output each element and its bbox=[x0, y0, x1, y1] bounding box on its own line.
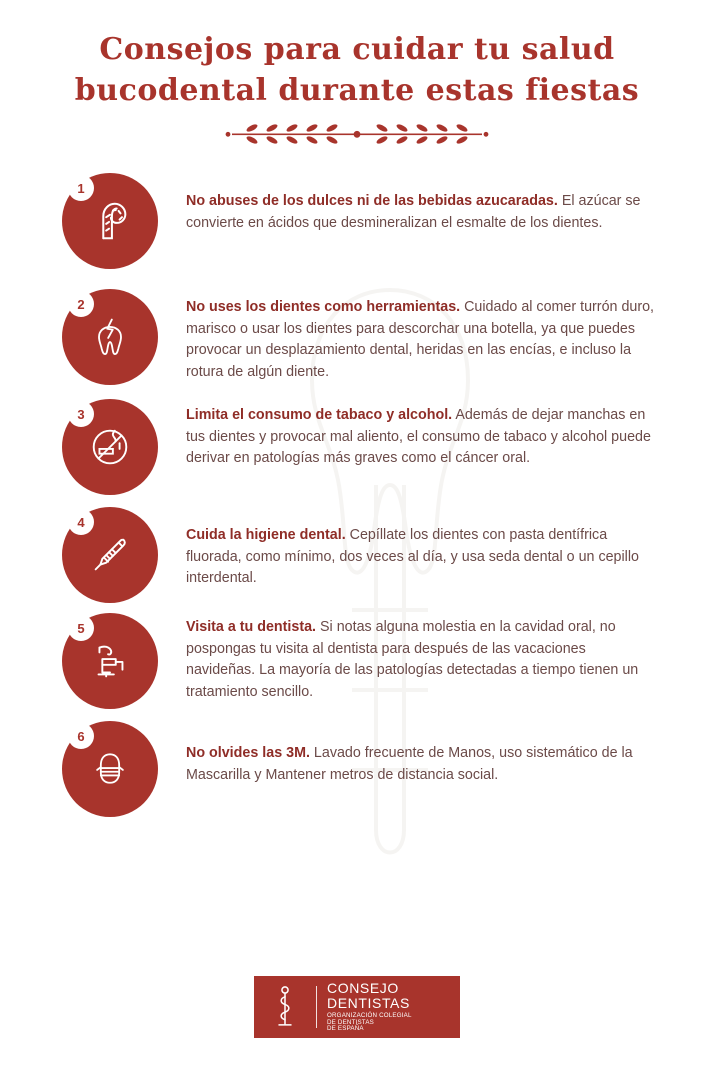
tip-badge bbox=[62, 173, 158, 269]
tip-rest-text: Además de dejar manchas en tus dientes y provocar mal aliento, el consumo de tabaco y alcohol puede derivar en patologías más graves como el cáncer oral. bbox=[186, 407, 651, 467]
tip-rest-text: El azúcar se convierte en ácidos que desmineralizan el esmalte de los dientes. bbox=[186, 193, 641, 231]
tip-bold-text: Limita el consumo de tabaco y alcohol. bbox=[186, 407, 453, 423]
list-item bbox=[0, 721, 714, 817]
tip-bold-text: No olvides las 3M. bbox=[186, 745, 310, 761]
tip-text bbox=[186, 399, 656, 470]
tip-bold-text: No abuses de los dulces ni de las bebidas azucaradas. bbox=[186, 193, 558, 209]
tip-rest-text: Lavado frecuente de Manos, uso sistemático de la Mascarilla y Mantener metros de distancia social. bbox=[186, 745, 633, 783]
consejo-dentistas-logo bbox=[254, 976, 460, 1038]
tip-text bbox=[186, 721, 656, 786]
tip-rest-text: Si notas alguna molestia en la cavidad oral, no pospongas tu visita al dentista para después de las vacaciones navideñas. La mayoría de las patologías detectadas a tiempo tienen un tratamiento sencillo. bbox=[186, 619, 639, 701]
logo-line-2: DENTISTAS bbox=[327, 994, 410, 1011]
tip-rest-text: Cuidado al comer turrón duro, marisco o usar los dientes para descorchar una botella, ya que puedes provocar un desplazamiento dental, heridas en las encías, e incluso la rotura de algún diente. bbox=[186, 299, 655, 381]
tip-number: 4 bbox=[68, 509, 94, 535]
logo-line-5: DE ESPAÑA bbox=[327, 1025, 364, 1033]
tip-badge bbox=[62, 613, 158, 709]
page-header bbox=[0, 0, 714, 147]
asclepius-rod-icon bbox=[254, 976, 316, 1038]
logo-line-3: ORGANIZACIÓN COLEGIAL bbox=[327, 1012, 412, 1020]
tip-badge bbox=[62, 721, 158, 817]
tip-badge bbox=[62, 289, 158, 385]
list-item bbox=[0, 399, 714, 495]
tip-number: 3 bbox=[68, 401, 94, 427]
footer bbox=[0, 976, 714, 1038]
page-title-line-2: bucodental durante estas fiestas bbox=[74, 72, 640, 108]
list-item bbox=[0, 173, 714, 269]
tip-rest-text: Cepíllate los dientes con pasta dentífrica fluorada, como mínimo, dos veces al día, y usa seda dental o un cepillo interdental. bbox=[186, 527, 639, 587]
tip-text bbox=[186, 613, 656, 704]
tip-bold-text: No uses los dientes como herramientas. bbox=[186, 299, 461, 315]
tip-text bbox=[186, 507, 656, 590]
page-title-line-1: Consejos para cuidar tu salud bbox=[99, 32, 615, 67]
tip-text bbox=[186, 289, 656, 384]
tip-number: 2 bbox=[68, 291, 94, 317]
tip-number: 1 bbox=[68, 175, 94, 201]
logo-line-1: CONSEJO bbox=[327, 980, 399, 997]
logo-line-4: DE DENTISTAS bbox=[327, 1018, 374, 1026]
list-item bbox=[0, 507, 714, 603]
tip-badge bbox=[62, 399, 158, 495]
tips-list bbox=[0, 173, 714, 817]
list-item bbox=[0, 613, 714, 709]
tip-badge bbox=[62, 507, 158, 603]
tip-bold-text: Cuida la higiene dental. bbox=[186, 527, 346, 543]
tip-number: 6 bbox=[68, 723, 94, 749]
tip-number: 5 bbox=[68, 615, 94, 641]
tip-text bbox=[186, 173, 656, 234]
tip-bold-text: Visita a tu dentista. bbox=[186, 619, 317, 635]
laurel-branch-divider bbox=[192, 121, 522, 147]
list-item bbox=[0, 289, 714, 385]
logo-text bbox=[317, 981, 412, 1033]
